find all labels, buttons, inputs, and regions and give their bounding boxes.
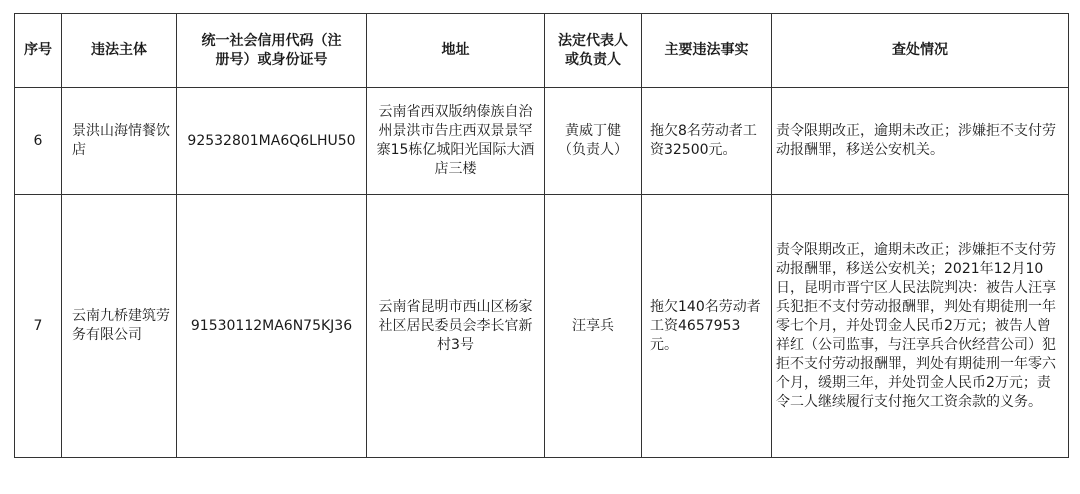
col-header-subject: 违法主体 <box>62 14 177 88</box>
cell-code: 91530112MA6N75KJ36 <box>177 195 367 458</box>
col-header-address: 地址 <box>367 14 545 88</box>
cell-facts: 拖欠8名劳动者工资32500元。 <box>642 88 772 195</box>
cell-seq: 6 <box>15 88 62 195</box>
table-header-row <box>15 14 1069 88</box>
cell-subject: 景洪山海情餐饮店 <box>62 88 177 195</box>
cell-handling: 责令限期改正，逾期未改正；涉嫌拒不支付劳动报酬罪，移送公安机关；2021年12月10日，昆明市晋宁区人民法院判决：被告人汪享兵犯拒不支付劳动报酬罪，判处有期徒刑一年零七个月，并处罚金人民币2万元；被告人曾祥红（公司监事，与汪享兵合伙经营公司）犯拒不支付劳动报酬罪，判处有期徒刑一年零六个月，缓期三年，并处罚金人民币2万元；责令二人继续履行支付拖欠工资余款的义务。 <box>772 195 1069 458</box>
cell-seq: 7 <box>15 195 62 458</box>
table-row <box>15 195 1069 458</box>
col-header-handling: 查处情况 <box>772 14 1069 88</box>
cell-address: 云南省西双版纳傣族自治州景洪市告庄西双景景罕寨15栋亿城阳光国际大酒店三楼 <box>367 88 545 195</box>
cell-address: 云南省昆明市西山区杨家社区居民委员会李长官新村3号 <box>367 195 545 458</box>
col-header-code: 统一社会信用代码（注册号）或身份证号 <box>177 14 367 88</box>
col-header-seq: 序号 <box>15 14 62 88</box>
col-header-legal-rep: 法定代表人或负责人 <box>545 14 642 88</box>
cell-code: 92532801MA6Q6LHU50 <box>177 88 367 195</box>
cell-legal-rep: 汪享兵 <box>545 195 642 458</box>
violations-table <box>14 13 1069 458</box>
col-header-facts: 主要违法事实 <box>642 14 772 88</box>
cell-facts: 拖欠140名劳动者工资4657953元。 <box>642 195 772 458</box>
cell-handling: 责令限期改正，逾期未改正；涉嫌拒不支付劳动报酬罪，移送公安机关。 <box>772 88 1069 195</box>
cell-legal-rep: 黄威丁健（负责人） <box>545 88 642 195</box>
table-row <box>15 88 1069 195</box>
cell-subject: 云南九桥建筑劳务有限公司 <box>62 195 177 458</box>
